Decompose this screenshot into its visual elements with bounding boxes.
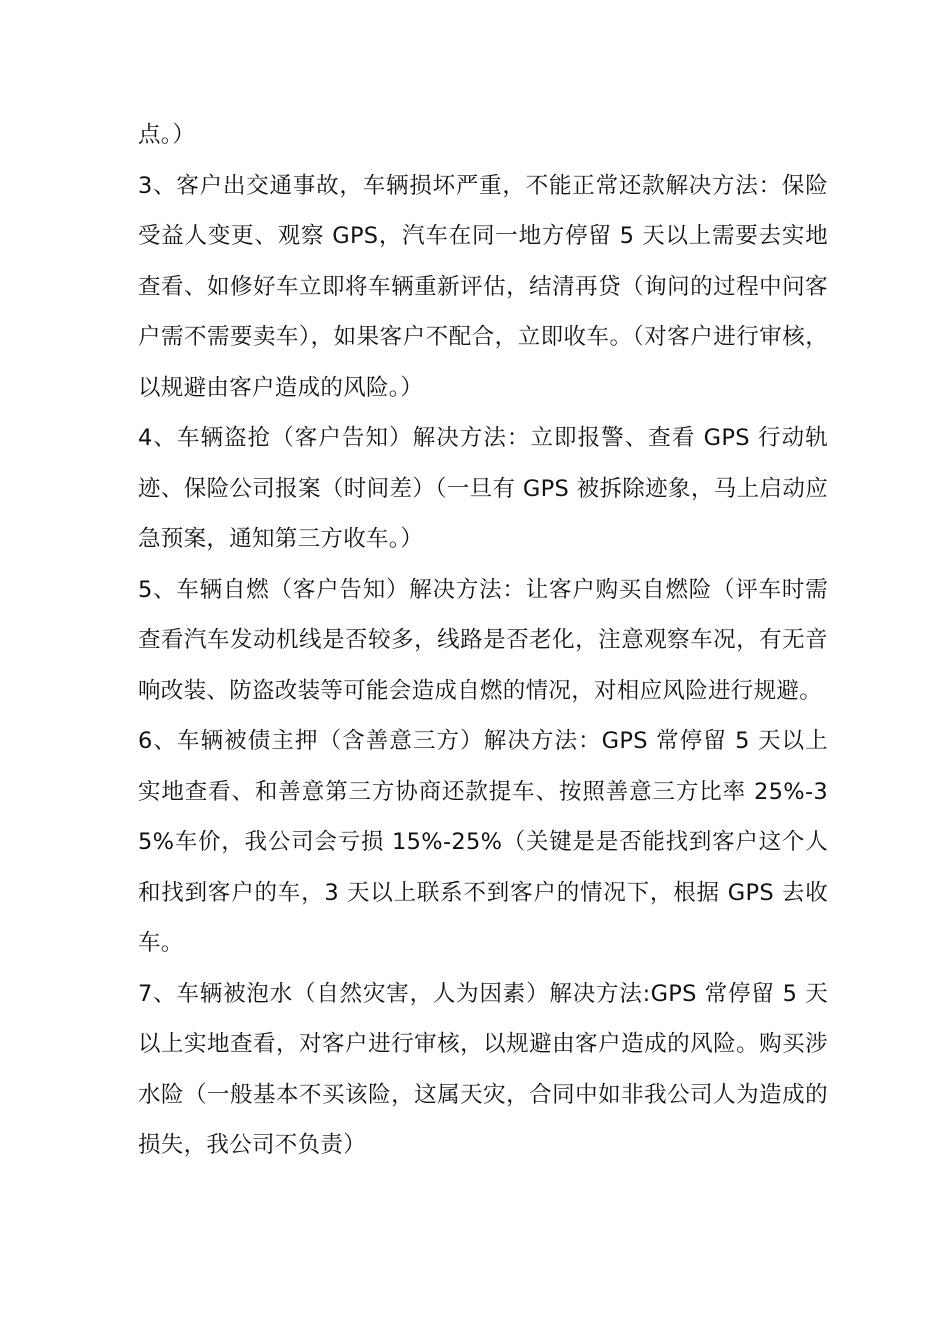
paragraph-item-7: 7、车辆被泡水（自然灾害，人为因素）解决方法:GPS 常停留 5 天以上实地查看，对客户进行审核，以规避由客户造成的风险。购买涉水险（一般基本不买该险，这属天灾，合同中如非我公司人为造成的损失，我公司不负责） [138,980,828,1158]
paragraph-item-3: 3、客户出交通事故，车辆损坏严重，不能正常还款解决方法：保险受益人变更、观察 GPS，汽车在同一地方停留 5 天以上需要去实地查看、如修好车立即将车辆重新评估，结清再贷（询问的过程中问客户需不需要卖车），如果客户不配合，立即收车。（对客户进行审核，以规避由客户造成的风险。） [138,172,828,401]
paragraph-item-5: 5、车辆自燃（客户告知）解决方法：让客户购买自燃险（评车时需查看汽车发动机线是否较多，线路是否老化，注意观察车况，有无音响改装、防盗改装等可能会造成自燃的情况，对相应风险进行规避。 [138,576,828,704]
paragraph-item-4: 4、车辆盗抢（客户告知）解决方法：立即报警、查看 GPS 行动轨迹、保险公司报案（时间差）（一旦有 GPS 被拆除迹象，马上启动应急预案，通知第三方收车。） [138,425,828,552]
paragraph-item-6: 6、车辆被债主押（含善意三方）解决方法：GPS 常停留 5 天以上实地查看、和善意第三方协商还款提车、按照善意三方比率 25%-35%车价，我公司会亏损 15%-25%（关键是是否能找到客户这个人和找到客户的车，3 天以上联系不到客户的情况下，根据 GPS 去收车。 [138,728,828,956]
document-body [138,110,828,1171]
paragraph-continuation: 点。） [138,122,196,148]
